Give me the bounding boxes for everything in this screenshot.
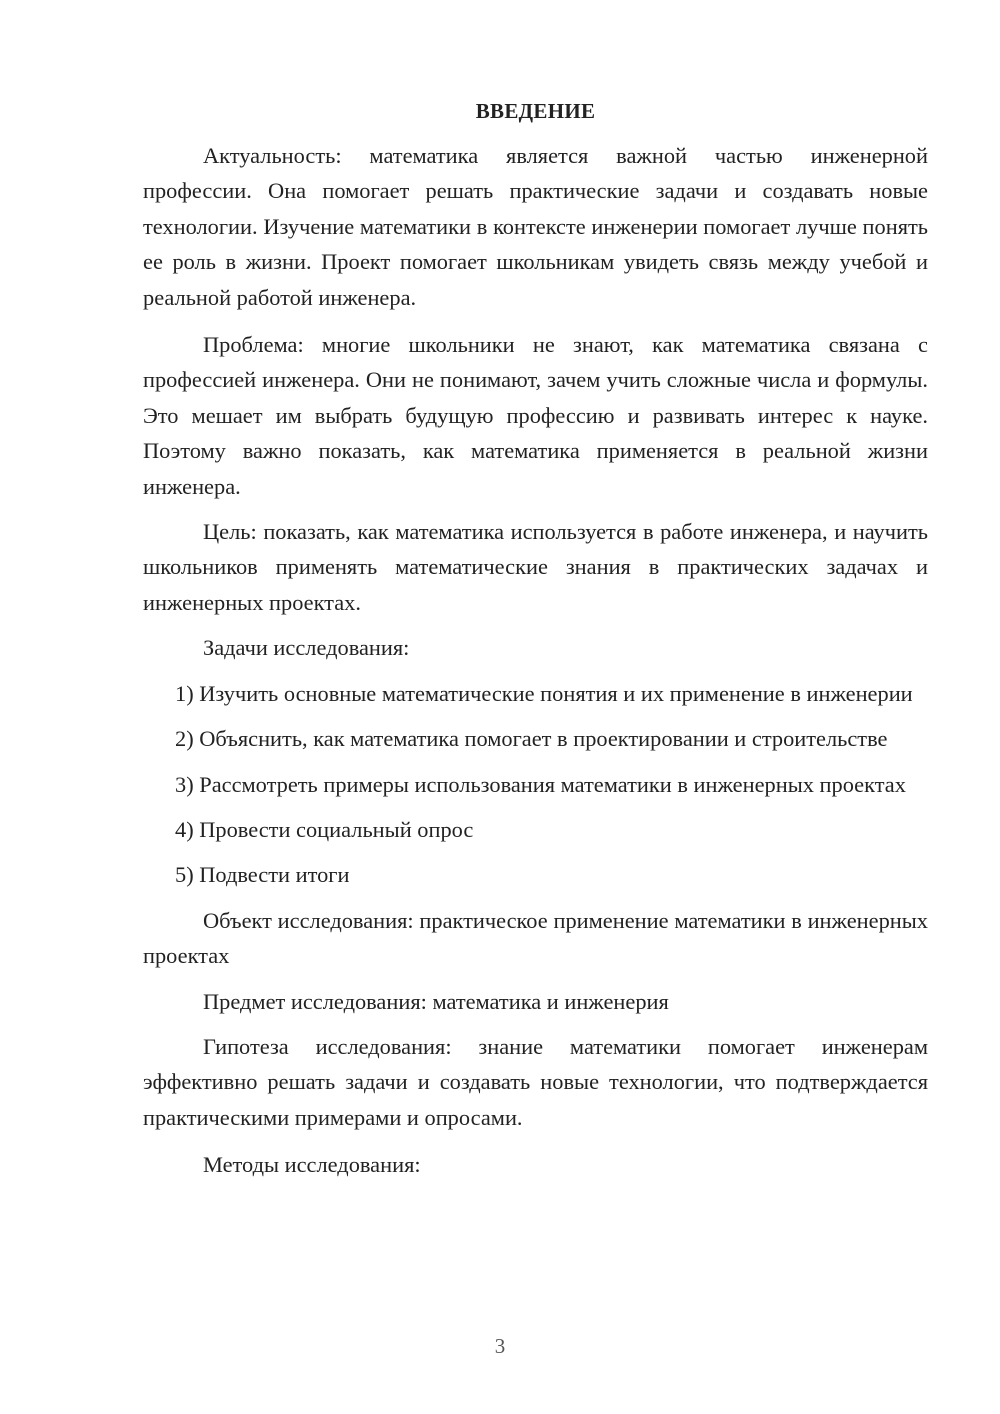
tasks-heading: Задачи исследования:: [203, 635, 410, 661]
page-title: ВВЕДЕНИЕ: [475, 99, 596, 123]
problem-paragraph: Проблема: многие школьники не знают, как математика связана с профессией инженера. Они не понимают, зачем учить сложные числа и формулы. Это мешает им выбрать будущую профессию и развивать интерес к науке. Поэтому важно показать, как математика применяется в реальной жизни инженера.: [143, 332, 928, 499]
page-number: 3: [494, 1334, 506, 1358]
page-content: [143, 96, 928, 1183]
goal-paragraph: Цель: показать, как математика используется в работе инженера, и научить школьников применять математические знания в практических задачах и инженерных проектах.: [143, 519, 928, 615]
task-item-3: 3) Рассмотреть примеры использования математики в инженерных проектах: [175, 771, 906, 797]
methods-heading: Методы исследования:: [203, 1152, 421, 1178]
task-item-2: 2) Объяснить, как математика помогает в проектировании и строительстве: [175, 726, 888, 752]
object-paragraph: Объект исследования: практическое применение математики в инженерных проектах: [143, 907, 928, 969]
task-item-4: 4) Провести социальный опрос: [175, 816, 474, 842]
relevance-paragraph: Актуальность: математика является важной частью инженерной профессии. Она помогает решать практические задачи и создавать новые технологии. Изучение математики в контексте инженерии помогает лучше понять ее роль в жизни. Проект помогает школьникам увидеть связь между учебой и реальной работой инженера.: [143, 143, 928, 310]
task-item-1: 1) Изучить основные математические понятия и их применение в инженерии: [175, 680, 913, 706]
task-item-5: 5) Подвести итоги: [175, 862, 350, 888]
hypothesis-paragraph: Гипотеза исследования: знание математики помогает инженерам эффективно решать задачи и создавать новые технологии, что подтверждается практическими примерами и опросами.: [143, 1033, 928, 1130]
subject-paragraph: Предмет исследования: математика и инженерия: [203, 988, 669, 1014]
